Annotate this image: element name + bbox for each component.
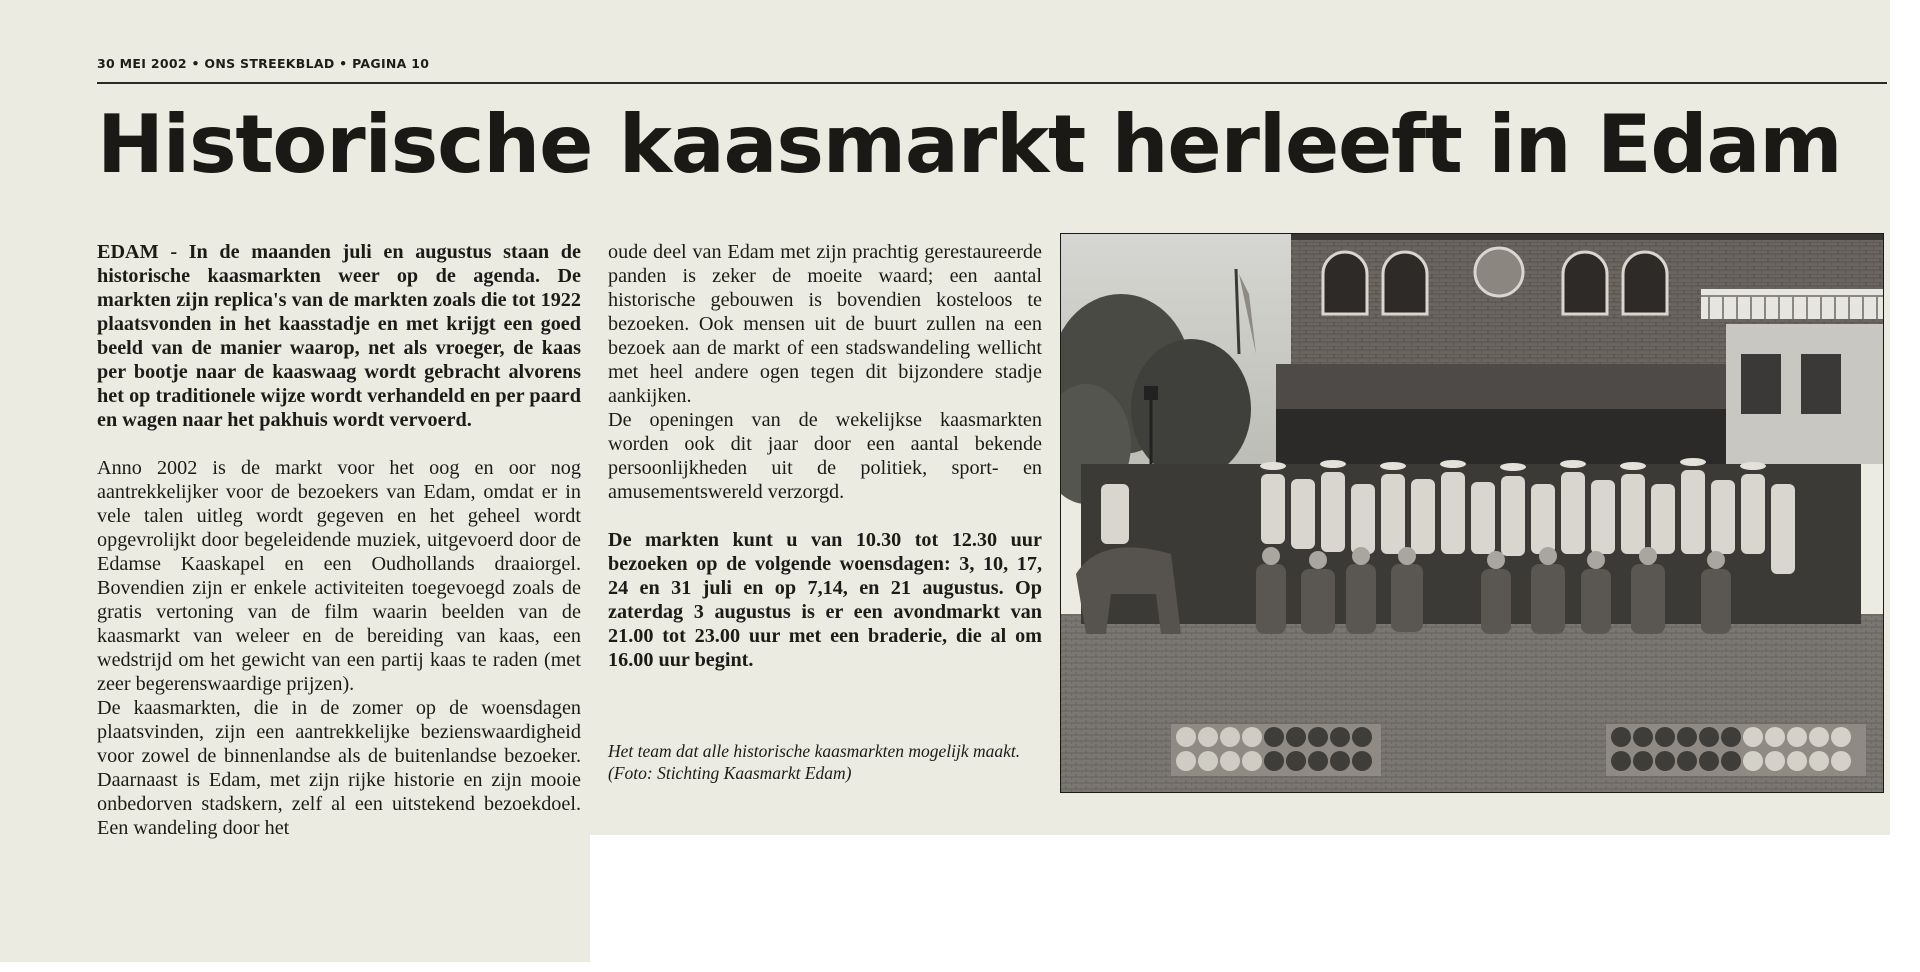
newspaper-clipping-tail	[0, 835, 590, 962]
body-paragraph: oude deel van Edam met zijn prachtig gerestaureerde panden is zeker de moeite waard; een aantal historische gebouwen is bovendien kosteloos te bezoeken. Ook mensen uit de buurt zullen na een bezoek aan de markt of een stadswandeling wellicht met heel andere ogen tegen dit bijzondere stadje aankijken.	[608, 241, 1042, 407]
body-paragraph: De kaasmarkten, die in de zomer op de woensdagen plaatsvinden, zijn een aantrekkelijke bezienswaardigheid voor zowel de binnenlandse als de buitenlandse bezoeker. Daarnaast is Edam, met zijn rijke historie en zijn mooie onbedorven stadskern, zelf al een uitstekend bezoekdoel. Een wandeling door het	[97, 697, 581, 839]
headline: Historische kaasmarkt herleeft in Edam	[97, 98, 1842, 191]
group-photo	[1060, 233, 1884, 793]
dateline: 30 MEI 2002 • ONS STREEKBLAD • PAGINA 10	[97, 56, 430, 71]
waag-building	[1276, 234, 1883, 464]
cheese-right	[1606, 724, 1866, 776]
cheese-left	[1171, 724, 1381, 776]
article-column-1	[97, 240, 581, 840]
body-paragraph: Anno 2002 is de markt voor het oog en oor nog aantrekkelijker voor de bezoekers van Edam, omdat er in vele talen uitleg wordt gegeven en het geheel wordt opgevrolijkt door begeleidende muziek, uitgevoerd door de Edamse Kaaskapel en een Oudhollands draaiorgel. Bovendien zijn er enkele activiteiten toegevoegd zoals de gratis vertoning van de film waarin beelden van de kaasmarkt van weleer en de bereiding van kaas, een wedstrijd om het gewicht van een partij kaas te raden (met zeer begerenswaardige prijzen).	[97, 457, 581, 695]
body-paragraph: De openingen van de wekelijkse kaasmarkten worden ook dit jaar door een aantal bekende persoonlijkheden uit de politiek, sport- en amusementswereld verzorgd.	[608, 409, 1042, 503]
photo-caption: Het team dat alle historische kaasmarkten mogelijk maakt. (Foto: Stichting Kaasmarkt Edam)	[608, 741, 1021, 783]
header-rule	[97, 82, 1887, 84]
market-dates-paragraph: De markten kunt u van 10.30 tot 12.30 uur bezoeken op de volgende woensdagen: 3, 10, 17, 24 en 31 juli en op 7,14, en 21 augustus. Op zaterdag 3 augustus is er een avondmarkt van 21.00 tot 23.00 uur met een braderie, die al om 16.00 uur begint.	[608, 529, 1042, 671]
group-of-people	[1076, 458, 1861, 634]
article-column-2	[608, 240, 1042, 672]
lead-paragraph: EDAM - In de maanden juli en augustus staan de historische kaasmarkten weer op de agenda. De markten zijn replica's van de markten zoals die tot 1922 plaatsvonden in het kaasstadje en met krijgt een goed beeld van de manier waarop, net als vroeger, de kaas per bootje naar de kaaswaag wordt gebracht alvorens het op traditionele wijze wordt verhandeld en per paard en wagen naar het pakhuis wordt vervoerd.	[97, 241, 581, 431]
group-photo-image	[1061, 234, 1883, 792]
